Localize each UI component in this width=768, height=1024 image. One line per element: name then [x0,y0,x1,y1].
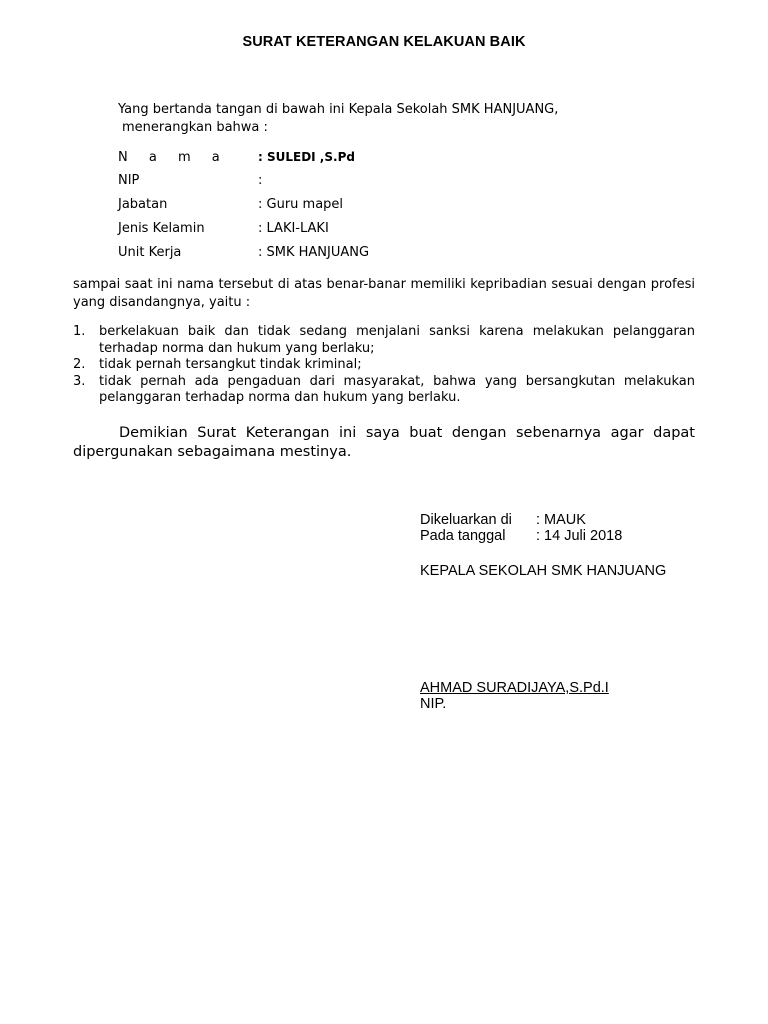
list-item [73,324,695,357]
list-item [73,374,695,407]
field-value: : SULEDI ,S.Pd [258,150,355,164]
issued-date-row [420,527,622,545]
field-row-jenis-kelamin [118,220,329,238]
letter-title: SURAT KETERANGAN KELAKUAN BAIK [242,34,526,50]
field-row-unit-kerja [118,244,369,262]
field-value: : SMK HANJUANG [258,245,370,260]
list-text: berkelakuan baik dan tidak sedang menjalani sanksi karena melakukan pelanggaran terhadap norma dan hukum yang berlaku; [99,324,695,356]
field-label: Jenis Kelamin [118,221,205,236]
field-value: : LAKI-LAKI [258,221,329,236]
intro-line-2: menerangkan bahwa : [122,120,268,135]
field-row-nama [118,148,355,166]
closing-paragraph: Demikian Surat Keterangan ini saya buat dengan sebenarnya agar dapat dipergunakan sebagaimana mestinya. [73,425,695,460]
list-number: 3. [73,373,86,389]
statement-paragraph: sampai saat ini nama tersebut di atas benar-banar memiliki kepribadian sesuai dengan profesi yang disandangnya, yaitu : [73,277,695,310]
list-text: tidak pernah ada pengaduan dari masyarakat, bahwa yang bersangkutan melakukan pelanggaran terhadap norma dan hukum yang berlaku. [99,373,695,405]
field-label: NIP [118,173,140,188]
field-value: : [258,173,263,188]
issued-place-value: : MAUK [536,512,586,528]
field-label: Jabatan [118,197,168,212]
field-label: N a m a [118,150,229,165]
signatory-position: KEPALA SEKOLAH SMK HANJUANG [420,563,667,579]
signatory-nip: NIP. [420,696,447,712]
intro-line-1: Yang bertanda tangan di bawah ini Kepala Sekolah SMK HANJUANG, [118,102,559,117]
intro-text [118,101,558,137]
field-value: : Guru mapel [258,197,344,212]
list-number: 1. [73,324,86,339]
field-row-nip [118,172,262,190]
signatory-name: AHMAD SURADIJAYA,S.Pd.I [420,680,609,696]
list-text: tidak pernah tersangkut tindak kriminal; [99,357,362,372]
field-label: Unit Kerja [118,245,182,260]
conditions-list [73,324,695,407]
list-item [73,357,695,374]
field-row-jabatan [118,196,343,214]
issued-date-value: : 14 Juli 2018 [536,528,623,544]
issued-date-label: Pada tanggal [420,528,506,544]
list-number: 2. [73,357,86,372]
issued-place-label: Dikeluarkan di [420,512,512,528]
